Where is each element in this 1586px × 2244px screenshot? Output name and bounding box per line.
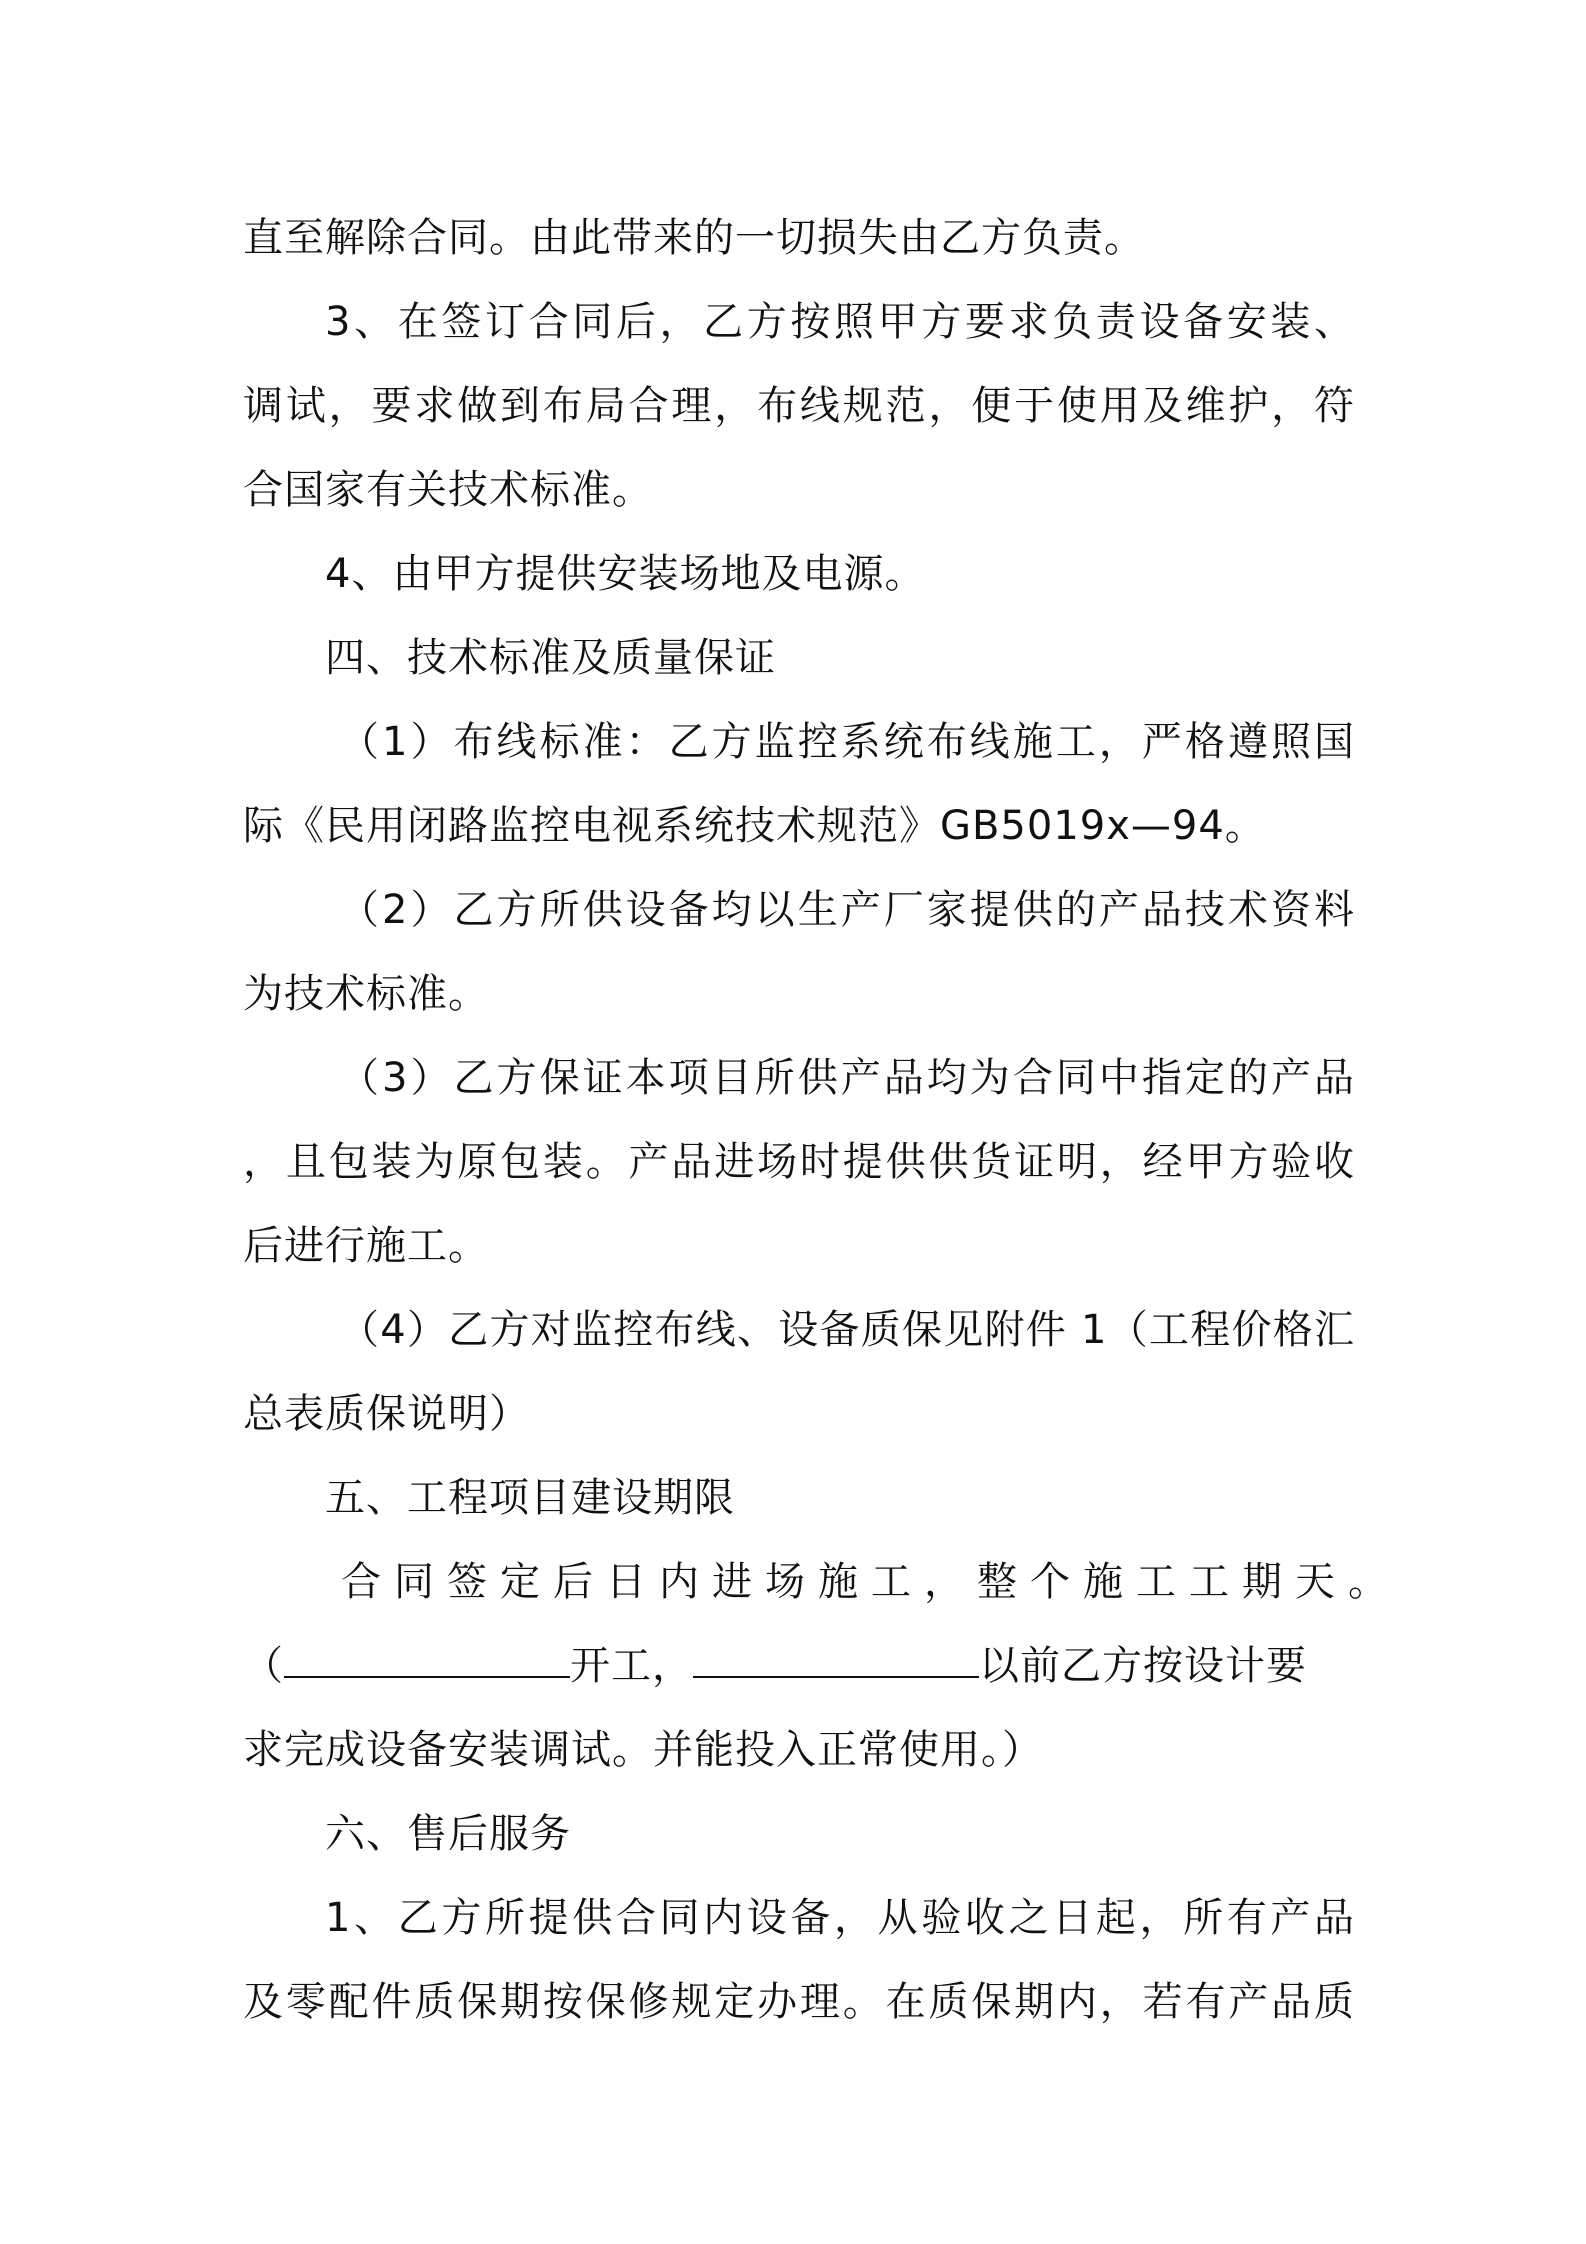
completion-label: 以前乙方按设计要 <box>979 1643 1307 1689</box>
completion-date-blank <box>693 1624 979 1678</box>
schedule-line-3: 求完成设备安装调试。并能投入正常使用。） <box>243 1727 1043 1773</box>
start-label: 开工， <box>570 1643 693 1689</box>
clause-3-line-1: 3、在签订合同后，乙方按照甲方要求负责设备安装、 <box>325 299 1355 345</box>
item-1-line-1: （1）布线标准：乙方监控系统布线施工，严格遵照国 <box>339 719 1355 765</box>
item-3-line-2: ，且包装为原包装。产品进场时提供供货证明，经甲方验收 <box>243 1139 1355 1185</box>
item-1-line-2: 际《民用闭路监控电视系统技术规范》GB5019x—94。 <box>243 803 1266 849</box>
schedule-line-2 <box>243 1624 1355 1708</box>
item-3-line-3: 后进行施工。 <box>243 1223 489 1269</box>
clause-3-line-3: 合国家有关技术标准。 <box>243 467 653 513</box>
item-2-line-1: （2）乙方所供设备均以生产厂家提供的产品技术资料 <box>339 887 1355 933</box>
section-6-heading: 六、售后服务 <box>325 1811 571 1857</box>
section-5-heading: 五、工程项目建设期限 <box>325 1475 735 1521</box>
item-3-line-1: （3）乙方保证本项目所供产品均为合同中指定的产品 <box>339 1055 1355 1101</box>
section-4-heading: 四、技术标准及质量保证 <box>325 635 776 681</box>
item-2-line-2: 为技术标准。 <box>243 971 489 1017</box>
item-4-line-1: （4）乙方对监控布线、设备质保见附件 1（工程价格汇 <box>339 1307 1355 1353</box>
text-line: 直至解除合同。由此带来的一切损失由乙方负责。 <box>243 215 1145 261</box>
document-body <box>243 196 1401 2044</box>
open-paren: （ <box>243 1643 284 1689</box>
schedule-line-1: 合同签定后日内进场施工，整个施工工期天。 <box>341 1559 1401 1605</box>
service-1-line-1: 1、乙方所提供合同内设备，从验收之日起，所有产品 <box>325 1895 1355 1941</box>
item-4-line-2: 总表质保说明） <box>243 1391 530 1437</box>
service-1-line-2: 及零配件质保期按保修规定办理。在质保期内，若有产品质 <box>243 1979 1355 2025</box>
start-date-blank <box>284 1624 570 1678</box>
clause-3-line-2: 调试，要求做到布局合理，布线规范，便于使用及维护，符 <box>243 383 1355 429</box>
clause-4-line: 4、由甲方提供安装场地及电源。 <box>325 551 926 597</box>
